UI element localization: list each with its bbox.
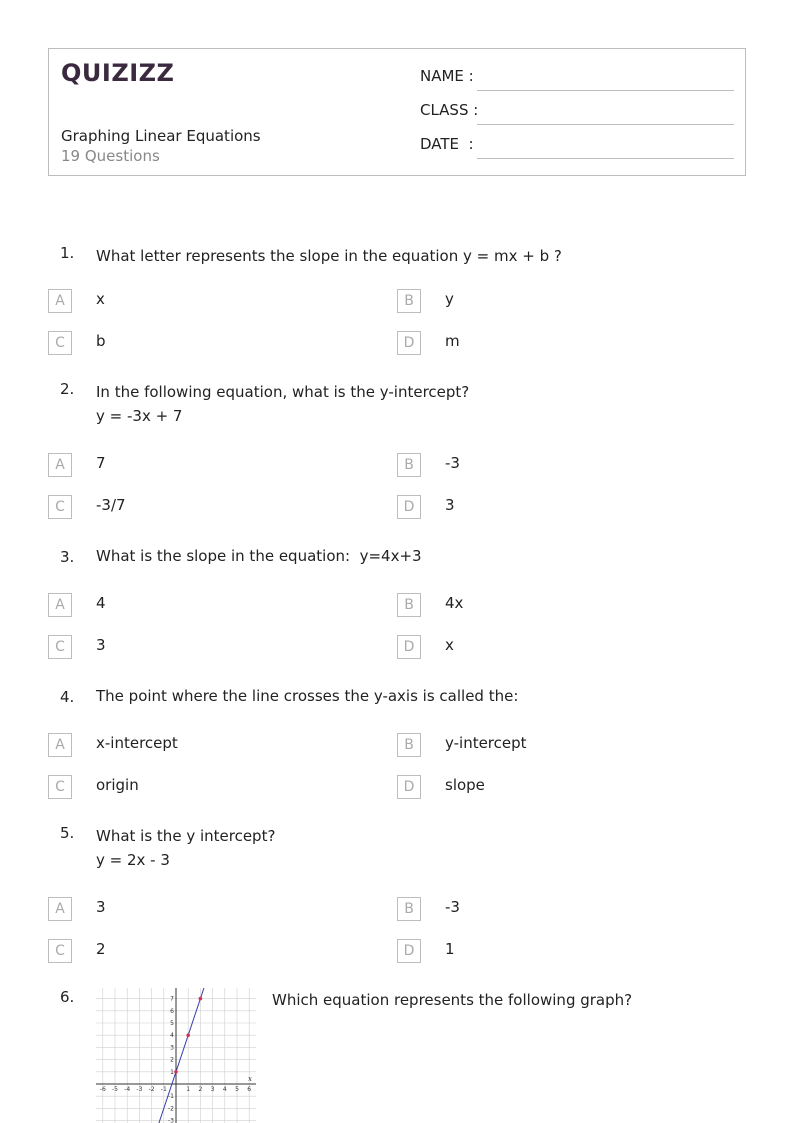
- y-tick-label: 5: [170, 1020, 174, 1027]
- class-line[interactable]: [477, 124, 734, 125]
- question-number: 3.: [60, 548, 75, 566]
- x-tick-label: 5: [235, 1086, 239, 1093]
- graph-point: [199, 997, 203, 1001]
- question-text: Which equation represents the following graph?: [272, 991, 633, 1009]
- option-text: 4x: [445, 594, 464, 612]
- option-text: 1: [445, 940, 455, 958]
- quizizz-logo: QUIZIZZ: [61, 59, 175, 87]
- line-graph-svg: [96, 988, 256, 1123]
- option-letter-box: D: [397, 939, 421, 963]
- option-text: -3/7: [96, 496, 126, 514]
- option-text: 3: [96, 636, 106, 654]
- y-tick-label: -1: [168, 1093, 174, 1101]
- option-letter-box: B: [397, 289, 421, 313]
- option-text: y: [445, 290, 454, 308]
- question-number: 2.: [60, 380, 75, 398]
- option-text: b: [96, 332, 106, 350]
- x-tick-label: -2: [148, 1086, 155, 1093]
- option-text: 7: [96, 454, 106, 472]
- class-label: CLASS :: [420, 101, 479, 119]
- graph-point: [174, 1070, 178, 1074]
- x-tick-label: 2: [198, 1086, 203, 1093]
- y-tick-label: 7: [170, 995, 174, 1003]
- question-text: What is the y intercept? y = 2x - 3: [96, 827, 276, 869]
- question-number: 4.: [60, 688, 75, 706]
- option-text: origin: [96, 776, 139, 794]
- option-text: m: [445, 332, 460, 350]
- question-text: What letter represents the slope in the equation y = mx + b ?: [96, 247, 562, 265]
- question-number: 1.: [60, 244, 75, 262]
- option-letter-box: D: [397, 635, 421, 659]
- option-letter-box: C: [48, 495, 72, 519]
- name-label: NAME :: [420, 67, 474, 85]
- question-number: 5.: [60, 824, 75, 842]
- option-text: slope: [445, 776, 485, 794]
- option-text: y-intercept: [445, 734, 527, 752]
- question-text: In the following equation, what is the y-intercept? y = -3x + 7: [96, 383, 470, 425]
- option-letter-box: A: [48, 453, 72, 477]
- option-letter-box: C: [48, 331, 72, 355]
- option-text: x: [445, 636, 454, 654]
- worksheet-header: [48, 48, 746, 176]
- option-letter-box: B: [397, 897, 421, 921]
- option-letter-box: A: [48, 733, 72, 757]
- y-tick-label: 2: [170, 1056, 174, 1064]
- option-letter-box: A: [48, 897, 72, 921]
- question-text: What is the slope in the equation: y=4x+3: [96, 547, 422, 565]
- x-tick-label: -6: [99, 1086, 106, 1093]
- x-tick-label: 3: [210, 1086, 215, 1093]
- question-text: The point where the line crosses the y-axis is called the:: [96, 687, 519, 705]
- x-tick-label: -4: [124, 1086, 131, 1093]
- option-letter-box: B: [397, 593, 421, 617]
- x-tick-label: 1: [186, 1086, 191, 1093]
- option-letter-box: C: [48, 939, 72, 963]
- option-letter-box: A: [48, 289, 72, 313]
- x-tick-label: -5: [112, 1086, 118, 1093]
- y-tick-label: 4: [170, 1032, 174, 1040]
- option-text: x: [96, 290, 105, 308]
- x-tick-label: 4: [222, 1086, 227, 1093]
- option-letter-box: D: [397, 775, 421, 799]
- x-tick-label: -3: [136, 1086, 143, 1093]
- y-tick-label: 6: [170, 1007, 174, 1015]
- class-field[interactable]: [420, 101, 734, 125]
- question-6: [0, 988, 794, 1123]
- option-text: -3: [445, 454, 460, 472]
- worksheet-title: Graphing Linear Equations: [61, 127, 261, 145]
- date-line[interactable]: [477, 158, 734, 159]
- option-text: 3: [96, 898, 106, 916]
- option-text: x-intercept: [96, 734, 178, 752]
- graph-point: [186, 1033, 190, 1037]
- question-graph: [96, 988, 256, 1123]
- option-text: 2: [96, 940, 106, 958]
- x-tick-label: 6: [247, 1086, 252, 1093]
- question-count: 19 Questions: [61, 147, 160, 165]
- y-tick-label: 3: [170, 1044, 174, 1052]
- option-text: 3: [445, 496, 455, 514]
- option-letter-box: C: [48, 635, 72, 659]
- y-tick-label: -2: [168, 1105, 174, 1113]
- y-tick-label: -3: [168, 1117, 174, 1123]
- name-field[interactable]: [420, 67, 734, 91]
- question-number: 6.: [60, 988, 75, 1006]
- option-letter-box: B: [397, 733, 421, 757]
- option-letter-box: D: [397, 495, 421, 519]
- option-text: -3: [445, 898, 460, 916]
- option-letter-box: C: [48, 775, 72, 799]
- name-line[interactable]: [477, 90, 734, 91]
- y-tick-label: 1: [170, 1068, 174, 1076]
- option-letter-box: D: [397, 331, 421, 355]
- option-letter-box: A: [48, 593, 72, 617]
- x-tick-label: -1: [160, 1086, 167, 1093]
- date-label: DATE :: [420, 135, 474, 153]
- option-letter-box: B: [397, 453, 421, 477]
- x-axis-label: x: [248, 1075, 252, 1083]
- option-text: 4: [96, 594, 106, 612]
- date-field[interactable]: [420, 135, 734, 159]
